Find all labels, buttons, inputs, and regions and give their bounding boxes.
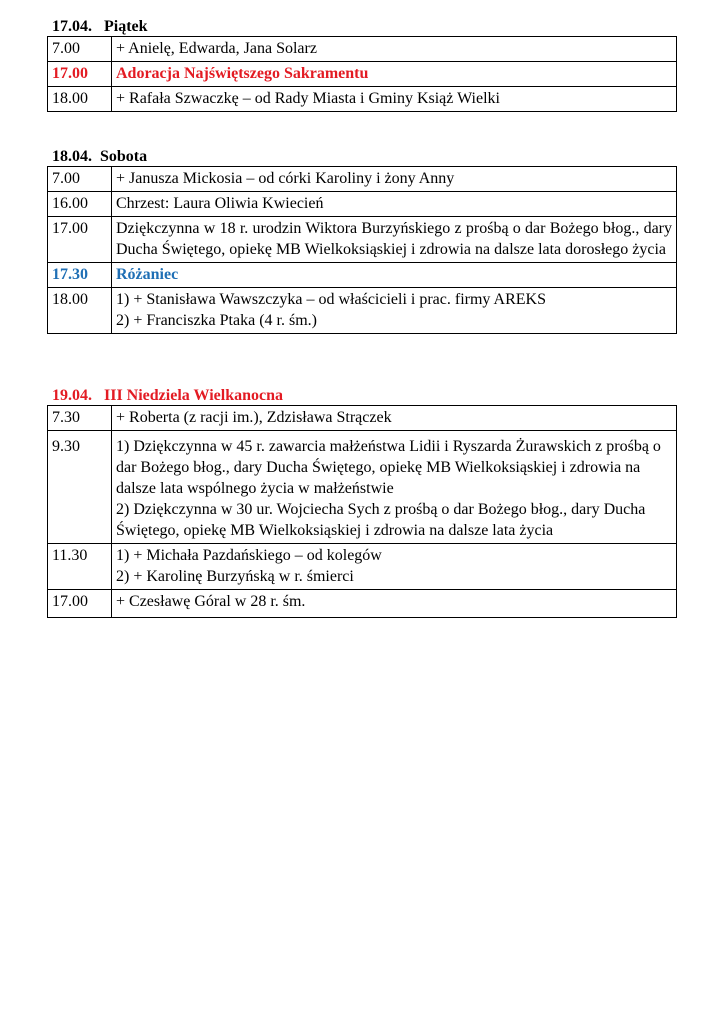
intention-cell <box>112 87 677 112</box>
table-row <box>48 544 677 590</box>
intention-cell <box>112 167 677 192</box>
intention-line: 1) + Stanisława Wawszczyka – od właścicieli i prac. firmy AREKS <box>116 291 546 308</box>
day-date: 18.04. <box>52 148 92 165</box>
time-cell: 17.00 <box>48 62 112 87</box>
day-name: Sobota <box>100 148 148 165</box>
intention-cell <box>112 62 677 87</box>
table-row <box>48 62 677 87</box>
day-heading <box>52 18 677 36</box>
day-name: III Niedziela Wielkanocna <box>104 387 283 404</box>
table-row <box>48 87 677 112</box>
time-cell: 7.00 <box>48 37 112 62</box>
table-row <box>48 167 677 192</box>
day-date: 19.04. <box>52 387 92 404</box>
table-row <box>48 192 677 217</box>
intention-line: 1) + Michała Pazdańskiego – od kolegów <box>116 547 382 564</box>
time-cell: 7.00 <box>48 167 112 192</box>
time-cell: 16.00 <box>48 192 112 217</box>
table-row <box>48 217 677 263</box>
time-cell: 17.00 <box>48 217 112 263</box>
intention-cell <box>112 192 677 217</box>
intention-line: + Czesławę Góral w 28 r. śm. <box>116 593 306 610</box>
day-section-sunday <box>47 387 677 618</box>
time-cell: 7.30 <box>48 406 112 431</box>
table-row <box>48 288 677 334</box>
intention-cell <box>112 590 677 618</box>
time-cell: 17.00 <box>48 590 112 618</box>
intention-cell <box>112 217 677 263</box>
intention-line: Dziękczynna w 18 r. urodzin Wiktora Burzyńskiego z prośbą o dar Bożego błog., dary Ducha Świętego, opiekę MB Wielkoksiąskiej i zdrowia na dalsze lata dorosłego życia <box>116 220 672 258</box>
intention-cell <box>112 37 677 62</box>
intention-line: 1) Dziękczynna w 45 r. zawarcia małżeństwa Lidii i Ryszarda Żurawskich z prośbą o dar Bożego błog., dary Ducha Świętego, opiekę MB Wielkoksiąskiej i zdrowia na dalsze lata wspólnego życia w małżeństwie <box>116 438 661 497</box>
day-heading <box>52 387 677 405</box>
intention-line: + Anielę, Edwarda, Jana Solarz <box>116 40 317 57</box>
schedule-table <box>47 405 677 618</box>
intention-line: Różaniec <box>116 266 179 283</box>
table-row <box>48 431 677 544</box>
table-row <box>48 37 677 62</box>
intention-line: + Rafała Szwaczkę – od Rady Miasta i Gminy Książ Wielki <box>116 90 500 107</box>
intention-line: + Roberta (z racji im.), Zdzisława Strączek <box>116 409 392 426</box>
time-cell: 18.00 <box>48 87 112 112</box>
day-section-friday <box>47 18 677 112</box>
intention-cell <box>112 288 677 334</box>
time-cell: 11.30 <box>48 544 112 590</box>
intention-cell <box>112 406 677 431</box>
time-cell: 9.30 <box>48 431 112 544</box>
schedule-table <box>47 36 677 112</box>
intention-cell <box>112 544 677 590</box>
table-row <box>48 263 677 288</box>
table-row <box>48 406 677 431</box>
day-name: Piątek <box>104 18 148 35</box>
schedule-table <box>47 166 677 334</box>
intention-line: + Janusza Mickosia – od córki Karoliny i żony Anny <box>116 170 455 187</box>
time-cell: 17.30 <box>48 263 112 288</box>
intention-cell <box>112 263 677 288</box>
intention-line: Adoracja Najświętszego Sakramentu <box>116 65 369 82</box>
intention-line: 2) Dziękczynna w 30 ur. Wojciecha Sych z prośbą o dar Bożego błog., dary Ducha Świętego, opiekę MB Wielkoksiąskiej i zdrowia na dalsze lata życia <box>116 501 646 539</box>
table-row <box>48 590 677 618</box>
intention-line: Chrzest: Laura Oliwia Kwiecień <box>116 195 324 212</box>
day-date: 17.04. <box>52 18 92 35</box>
day-heading <box>52 148 677 166</box>
intention-line: 2) + Karolinę Burzyńską w r. śmierci <box>116 568 354 585</box>
intention-line: 2) + Franciszka Ptaka (4 r. śm.) <box>116 312 317 329</box>
intention-cell <box>112 431 677 544</box>
time-cell: 18.00 <box>48 288 112 334</box>
day-section-saturday <box>47 148 677 334</box>
